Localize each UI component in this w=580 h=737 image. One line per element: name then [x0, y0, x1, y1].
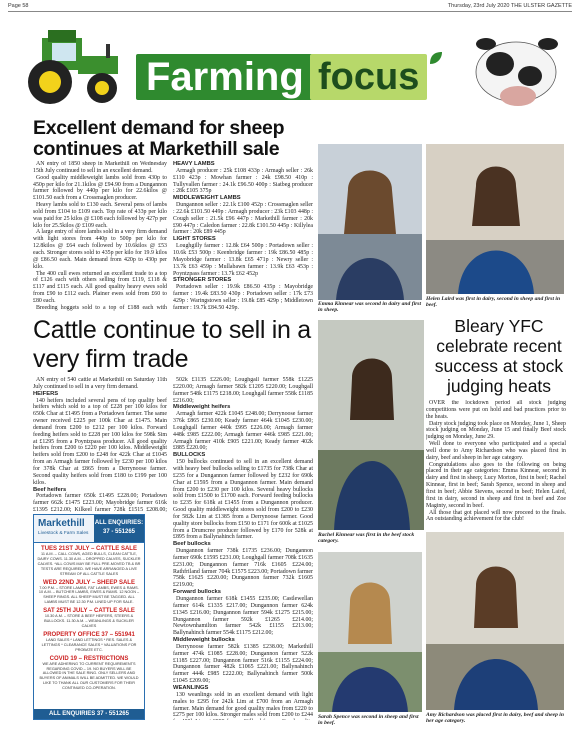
- paragraph: 130 weanlings sold in an excellent demand with light males to £295 for 242k Lim at £700 from an Armagh farmer. Main demand for good quality males from £220 to £275 per 100 kilos. Stronger males sold from £200 to £244: [173, 691, 313, 719]
- paragraph: All those that got placed will now proceed to the finals. An outstanding achievement for the club!: [426, 509, 566, 523]
- paragraph: Armagh farmer 422k £1045 £248.00; Derrynoose farmer 376k £865 £230.00; Keady farmer 464k £1045 £230.00; Loughgall farmer 440k £995 £226.00; Armagh farmer 448k £985 £222.00; Armagh farmer 446k £985 £221.00; Armagh farmer 410k £905 £221.00; Keady farmer 402k £885 £220.00;: [173, 411, 313, 452]
- photo-emma-kinnear: [318, 144, 422, 300]
- story2-column-1: [33, 377, 167, 512]
- paragraph: Heavy lambs sold to £130 each. Several pens of lambs sold from £104 to £109 each. Top rate of 433p per kilo was paid for 25 kilos @ £108 each followed by 427p per kilo for 25.5kilos @ £109 each.: [33, 202, 167, 229]
- advert-footer: ALL ENQUIRIES 37 - 551265: [34, 709, 144, 719]
- farming-wordmark: Farming: [136, 54, 314, 100]
- story2-headline: Cattle continue to sell in a very firm trade: [33, 316, 311, 373]
- story3-headline: Bleary YFC celebrate recent success at stock judging heats: [434, 316, 564, 396]
- advert-brand-sub: Livestock & Farm Sales: [38, 531, 89, 536]
- caption-emma: Emma Kinnear was second in dairy and first in sheep.: [318, 301, 422, 314]
- caption-helen: Helen Laird was first in dairy, second in sheep and first in beef.: [426, 296, 561, 309]
- page-number: Page 58: [8, 3, 29, 9]
- subheading: MIDDLEWEIGHT LAMBS: [173, 195, 241, 202]
- paragraph: 502k £1135 £226.00; Loughgall farmer 558k £1225 £220.00; Armagh farmer 582k £1205 £220.00; Loughgall farmer 548k £1175 £218.00; Loughgall farmer 558k £1185 £216.00;: [173, 377, 313, 404]
- paragraph: OVER the lockdown period all stock judging competitions were put on hold and bad practices prior to the heats.: [426, 400, 566, 420]
- photo-rachel-kinnear: [318, 320, 424, 530]
- paragraph: Portadown farmer 650k £1495 £228.00; Portadown farmer 662k £1475 £223.00; Mayobridge farmer 616k £1395 £212.00; Kilkeel farmer 728k £1515 £208.00;: [33, 493, 167, 512]
- paragraph: A large entry of store lambs sold in a very firm demand with light stores from 440p to 500p per kilo for 12.8kilos @ £64 each followed by 10.6kilos @ £53 each. Stronger stores sold to 435p per kilo for 19.9 kilos @ £86.50 each. Main demand from 420p to 430p per kilo.: [33, 229, 167, 270]
- subheading: HEAVY LAMBS: [173, 161, 215, 167]
- subheading: HEIFERS: [33, 390, 59, 397]
- paragraph: Dairy stock judging took place on Monday, June 1, Sheep stock judging on Monday, June 15 and finally Beef stock judging on Monday, June 29.: [426, 420, 566, 441]
- subheading: WEANLINGS: [173, 684, 209, 691]
- advert-property-text: LAND SALES * LAND LETTINGS * RES. SALES & LETTINGS * CLEARANCE SALES * VALUATIONS FOR PROBATE ETC.: [41, 637, 137, 652]
- tractor-icon: [12, 18, 128, 108]
- subheading: Middleweight bullocks: [173, 637, 235, 644]
- subheading: BULLOCKS: [173, 452, 206, 459]
- story3-body: [426, 400, 566, 528]
- story1-column-2: [173, 161, 313, 311]
- paragraph: Derrynoose farmer 582k £1385 £238.00; Markethill farmer 474k £1085 £228.00; Dungannon farmer 522k £1185 £227.00; Dungannon farmer 516k £1155 £224.00; Dungannon farmer 482k £1065 £221.00; Ballynahinch farmer 444k £985 £222.00; Ballynahinch farmer 500k £1045 £209.00;: [173, 643, 313, 685]
- paragraph: AN entry of 1850 sheep in Markethill on Wednesday 15th July continued to sell in an excellent demand.: [33, 161, 167, 174]
- paragraph: Congratulations also goes to the following on being placed in their age categories: Emma Kinnear, second in dairy and first in sheep; Lucy Morton, first in beef; Rachel Kinnear, first in beef; Sarah Spence, second in sheep and first in beef; Abbie Stevens, second in beef; Helen Laird, first in dairy, second in sheep and first in beef and Zoe Maginty, second in beef.: [426, 461, 566, 509]
- advert-header: [34, 515, 144, 543]
- paragraph: Dungannon seller : 22.1k £100 452p : Crossmaglen seller : 22.6k £101.50 449p : Armagh producer : 23k £103 448p : Cough seller : 21.5k £96 447p : Markethill farmer : 20k £90 447p : Caledon farmer : 22.8k £101.50 445p : Killylea farmer : 20k £89 445p: [173, 202, 313, 236]
- paragraph: Armagh producer : 25k £108 433p : Armagh seller : 26k £110 423p : Mowhan farmer : 24k £98.50 410p : Tullyvallen farmer : 24.1k £96.50 400p : Siatbeg producer : 28k £105 375p: [173, 167, 313, 195]
- paragraph: AN entry of 540 cattle at Markethill on Saturday 11th July continued to sell in a very firm demand.: [33, 377, 167, 390]
- caption-amy: Amy Richardson was placed first in dairy, beef and sheep in her age category.: [426, 712, 564, 725]
- subheading: Beef bullocks: [173, 541, 211, 548]
- paragraph: Dungannon farmer 738k £1735 £236.00; Dungannon farmer 690k £1595 £231.00; Loughgall farmer 708k £1635 £231.00; Dungannon farmer 716k £1605 £224.00; Rathfriland farmer 704k £1575 £223.00; Portadown farmer 758k £1625 £220.00; Dungannon farmer 732k £1605 £219.00;: [173, 548, 313, 589]
- story1-headline: Excellent demand for sheep continues at Markethill sale: [33, 117, 285, 160]
- paragraph: Good quality middleweight lambs sold from 430p to 450p per kilo for 21.1kilos @ £94.90 from a Dungannon farmer followed by 440p per kilo for 22.6kilos @ £101.50 each from a Crossmaglen producer.: [33, 174, 167, 202]
- paragraph: Well done to everyone who participated and a special well done to Amy Richardson who was placed first in dairy, beef and sheep in her age category.: [426, 441, 566, 461]
- subheading: Beef heifers: [33, 486, 67, 493]
- subheading: LIGHT STORES: [173, 236, 216, 243]
- caption-sarah: Sarah Spence was second in sheep and first in beef.: [318, 714, 419, 727]
- paragraph: Breeding hoggets sold to a top of £188 each with: [36, 304, 167, 311]
- leaf-icon: [428, 50, 444, 66]
- photo-sarah-spence: [318, 552, 422, 712]
- advert-property-office: PROPERTY OFFICE 37 – 551941: [43, 631, 135, 638]
- issue-date: Thursday, 23rd July 2020 THE ULSTER GAZETTE: [447, 3, 572, 9]
- caption-rachel: Rachel Kinnear was first in the beef stock category.: [318, 532, 415, 545]
- paragraph: 140 heifers included several pens of top quality beef heifers which sold to a top of £228 per 100 kilos for 650k Char at £1495 from a Portadown farmer. The same owner received £225 per 100k Char at £1475. Main demand from £200 to £212 per 100 kilos. Forward feeding heifers sold to £228 per 100 kilos for 598k Sim at £1295 from a Poyntzpass producer. All good quality heifers from £200 to £220 per 100 kilos. Middleweight heifers sold from £200 to £248 for 422k Char at £1045 from an Armagh farmer followed by £230 per 100 kilos for 378k Char at £865 from a Derrynoose farmer. Second quality heifers sold from £180 to £199 per 100 kilos.: [33, 397, 167, 486]
- advert-sale-1: TUES 21ST JULY – CATTLE SALE: [41, 546, 137, 552]
- focus-wordmark: focus: [310, 54, 427, 100]
- advert-enquiries: ALL ENQUIRIES: 37 - 551265: [94, 515, 144, 542]
- paragraph: The 400 cull ewes returned an excellent trade to a top of £126 each with others selling from £119, £118 & £117 and £115 each. All good quality heavy ewes sold from £90 to £112 each. Plainer ewes sold from £60 to £80 each.: [33, 270, 167, 304]
- farming-focus-banner: [8, 14, 572, 114]
- photo-amy-richardson: [426, 532, 564, 710]
- subheading: STRONGER STORES: [173, 277, 232, 284]
- advert-sale-1-text: 11 A.M. – CALL COWS, AGED BULLS, CLEAN CATTLE, DAIRY COWS. 11.30 A.M. – DROPPED CALVES, SUCKLER CALVES. *ALL COWS MAY BE FULL PRE-MOVED TB & BR TESTS ARE REQUIRED. WE HAVE ARRANGED A LIVE STREAM OF ALL CATTLE SALES: [37, 552, 141, 576]
- paragraph: 150 bullocks continued to sell in an excellent demand with heavy beef bullocks selling to £1735 for 738k Char at £235 for a Dungannon farmer followed by £232 for 690k Char at £1595 from a Dungannon farmer. Main demand from £200 to £230 per 100 kilos. Several heavy bullocks sold from £1500 to £1700 each. Forward feeding bullocks to £235 for 618k at £1455 from a Dungannon producer. Good quality middleweight stores sold from £200 to £230 for 582k Lim at £1385 from a Derrynoose farmer. Good quality store bullocks from £150 to £171 for 600k at £1025 from a Drumcree producer followed by £170 for 528k at £895 from a Ballynahinch farmer.: [173, 459, 313, 541]
- advert-sale-2-text: 7.00 P.M. – STORE LAMBS, FAT LAMBS, EWES & RAMS. 10 A.M. – BUTCHER LAMBS, EWES & RAMS. 12 NOON – SHEEP RINGS. ALL SHEEP MUST BE TAGGED. ALL LAMBS MUST BE 12.30 P.M. LINED UP FOR SALE.: [38, 585, 140, 605]
- story1-column-1: [33, 161, 167, 311]
- subheading: Forward bullocks: [173, 589, 221, 596]
- advert-covid-text: WE ARE ADHERING TO CURRENT REQUIREMENTS REGARDING COVID – 19. NO BUYERS WILL BE ALLOWED IN THE SALE RING. ONLY SELLERS AND BUYERS OF ANIMALS WILL BE ADMITTED. WE WOULD LIKE TO THANK ALL OUR CUSTOMERS FOR THEIR CONTINUED CO-OPERATION.: [39, 661, 139, 691]
- advert-sale-3-text: 10.30 A.M. – STORE & BEEF HEIFERS, STEERS & BULLOCKS. 11.30 A.M. – WEANLINGS & SUCKLER CALVES: [44, 614, 134, 628]
- cow-icon: [464, 22, 570, 108]
- subheading: Middleweight heifers: [173, 404, 231, 411]
- advert-covid-title: COVID 19 – RESTRICTIONS: [49, 655, 129, 662]
- paragraph: Dungannon farmer 618k £1455 £235.00; Castlewellan farmer 614k £1335 £217.00; Dungannon farmer 624k £1345 £216.00; Dungannon farmer 594k £1275 £215.00; Dungannon farmer 592k £1265 £214.00; Newtownhamilton farmer 542k £1155 £213.00; Ballynahinch farmer 554k £1175 £212.00;: [173, 596, 313, 637]
- advert-brand: Markethill: [38, 518, 85, 529]
- advert-sale-3: SAT 25TH JULY – CATTLE SALE: [43, 608, 135, 615]
- story2-column-2: [173, 377, 313, 720]
- markethill-advert: [33, 514, 145, 720]
- advert-sale-2: WED 22ND JULY – SHEEP SALE: [43, 579, 135, 586]
- paragraph: Loughgilly farmer : 12.8k £64 500p : Portadown seller : 10.6k £53 500p : Keenbridge farmer : 19k £86.50 485p : Mayobridge farmer : 13.8k £65 471p : Newry seller : 13.7k £63 459p : Mullabawn farmer : 13.9k £63 453p : Poyntzpass farmer : 13.7k £62 452p: [173, 243, 313, 277]
- page-header: [8, 2, 572, 12]
- paragraph: Portadown seller : 19.9k £86.50 435p : Mayobridge farmer : 19.4k £83.50 430p : Portadown seller : 17k £73 429p : Waringstown seller : 19.8k £85 429p ; Middletown farmer : 19.7k £84.50 429p.: [173, 284, 313, 311]
- photo-helen-laird: [426, 144, 564, 294]
